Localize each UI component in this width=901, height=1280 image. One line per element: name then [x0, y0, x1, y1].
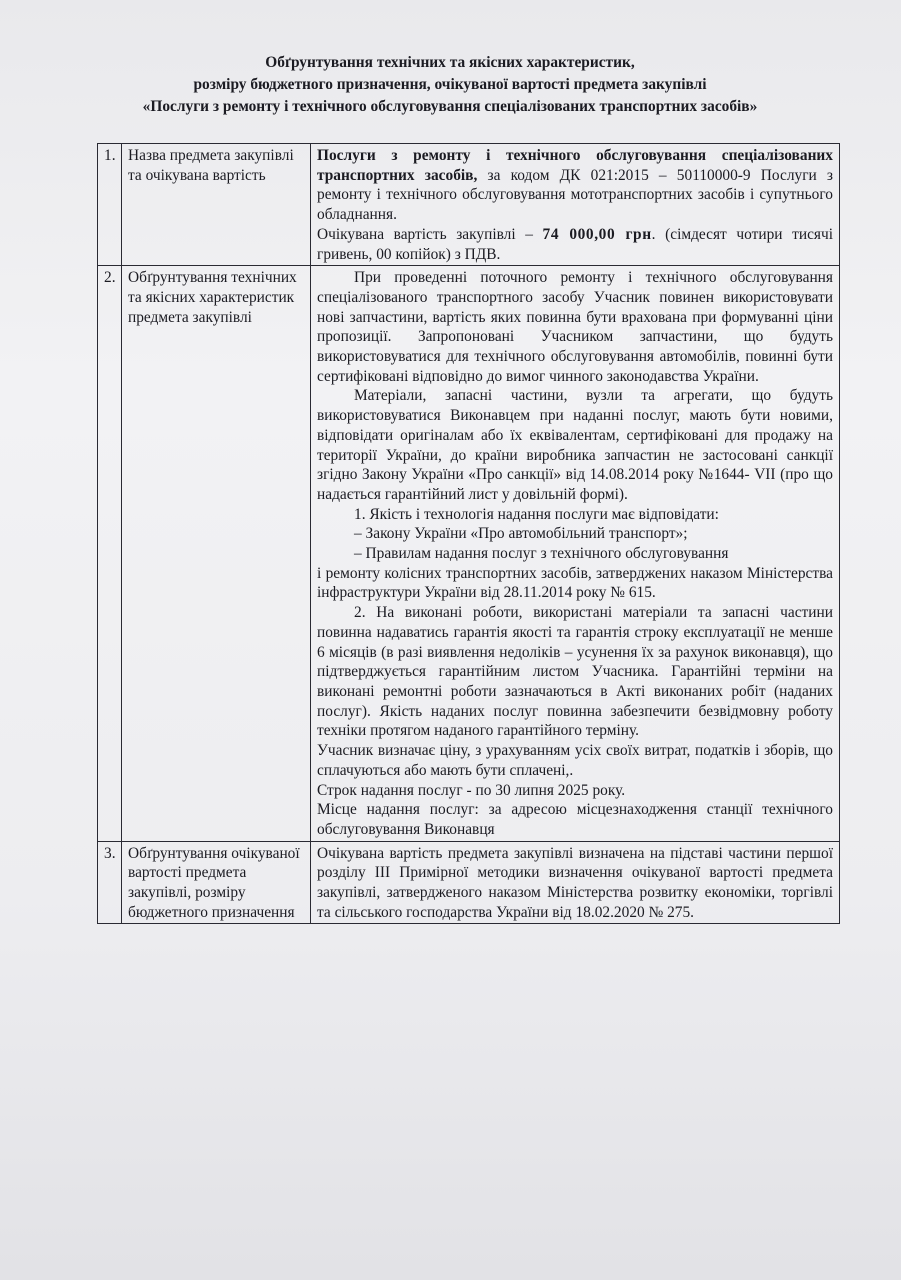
paragraph: Учасник визначає ціну, з урахуванням усіх своїх витрат, податків і зборів, що сплачуються або мають бути сплачені,. [317, 742, 833, 779]
row-content [311, 841, 840, 924]
paragraph: Матеріали, запасні частини, вузли та агрегати, що будуть використовуватися Виконавцем при наданні послуг, мають бути новими, відповідати оригіналам або їх еквівалентам, сертифіковані для продажу на території України, до країни виробника запчастин не застосовані санкції згідно Закону України «Про санкції» від 14.08.2014 року №1644- VII (про що надається гарантійний лист у довільній формі). [317, 387, 833, 503]
row-content [311, 266, 840, 841]
cost-prefix: Очікувана вартість закупівлі – [317, 225, 543, 243]
document-title [60, 52, 840, 118]
paragraph: Очікувана вартість предмета закупівлі визначена на підставі частини першої розділу ІІІ Примірної методики визначення очікуваної вартості предмета закупівлі, затвердженого наказом Міністерства розвитку економіки, торгівлі та сільського господарства України від 18.02.2020 № 275. [317, 844, 833, 921]
title-line-3: «Послуги з ремонту і технічного обслуговування спеціалізованих транспортних засобів» [142, 98, 758, 115]
cost-value: 74 000,00 грн [542, 225, 652, 243]
title-line-1: Обґрунтування технічних та якісних характеристик, [265, 54, 635, 71]
row-content [311, 144, 840, 266]
list-item: 1. Якість і технологія надання послуги має відповідати: [354, 505, 719, 523]
paragraph: і ремонту колісних транспортних засобів, затверджених наказом Міністерства інфраструктури України від 28.11.2014 року № 615. [317, 564, 833, 602]
subject-paragraph [317, 146, 833, 225]
list-item: – Закону України «Про автомобільний транспорт»; [354, 525, 688, 543]
title-line-2: розміру бюджетного призначення, очікуваної вартості предмета закупівлі [193, 76, 707, 93]
table-row [98, 841, 840, 924]
row-number: 1. [98, 144, 122, 266]
paragraph: Місце надання послуг: за адресою місцезнаходження станції технічного обслуговування Виконавця [317, 801, 833, 838]
list-item: – Правилам надання послуг з технічного обслуговування [354, 545, 729, 563]
cost-suffix: . (сімдесят чотири тисячі гривень, 00 копійок) з ПДВ. [317, 225, 833, 263]
row-label: Обґрунтування очікуваної вартості предмета закупівлі, розміру бюджетного призначення [122, 841, 311, 924]
row-label: Обґрунтування технічних та якісних характеристик предмета закупівлі [122, 266, 311, 841]
characteristics-table [97, 143, 840, 924]
cost-paragraph [317, 225, 833, 264]
paragraph: 2. На виконані роботи, використані матеріали та запасні частини повинна надаватись гарантія якості та гарантія строку експлуатації не менше 6 місяців (в разі виявлення недоліків – усунення їх за рахунок виконавця), що підтверджується гарантійним листом Учасника. Гарантійні терміни на виконані ремонтні роботи зазначаються в Акті виконаних робіт (наданих послуг). Якість наданих послуг повинна забезпечити безвідмовну роботу техніки протягом наданого гарантійного терміну. [317, 604, 833, 740]
table-row [98, 266, 840, 841]
paragraph: Строк надання послуг - по 30 липня 2025 року. [317, 781, 626, 799]
paragraph: При проведенні поточного ремонту і технічного обслуговування спеціалізованого транспортного засобу Учасник повинен використовувати нові запчастини, вартість яких повинна бути врахована при формуванні ціни пропозиції. Запропоновані Учасником запчастини, що будуть використовуватися для технічного обслуговування автомобілів, повинні бути сертифіковані відповідно до вимог чинного законодавства України. [317, 269, 833, 385]
row-label: Назва предмета закупівлі та очікувана вартість [122, 144, 311, 266]
subject-name: Послуги з ремонту і технічного обслуговування спеціалізованих транспортних засобів, [317, 147, 833, 184]
subject-code: за кодом ДК 021:2015 – 50110000-9 Послуги з ремонту і технічного обслуговування мототранспортних засобів і супутнього обладнання. [317, 166, 833, 224]
row-number: 2. [98, 266, 122, 841]
row-number: 3. [98, 841, 122, 924]
table-row [98, 144, 840, 266]
